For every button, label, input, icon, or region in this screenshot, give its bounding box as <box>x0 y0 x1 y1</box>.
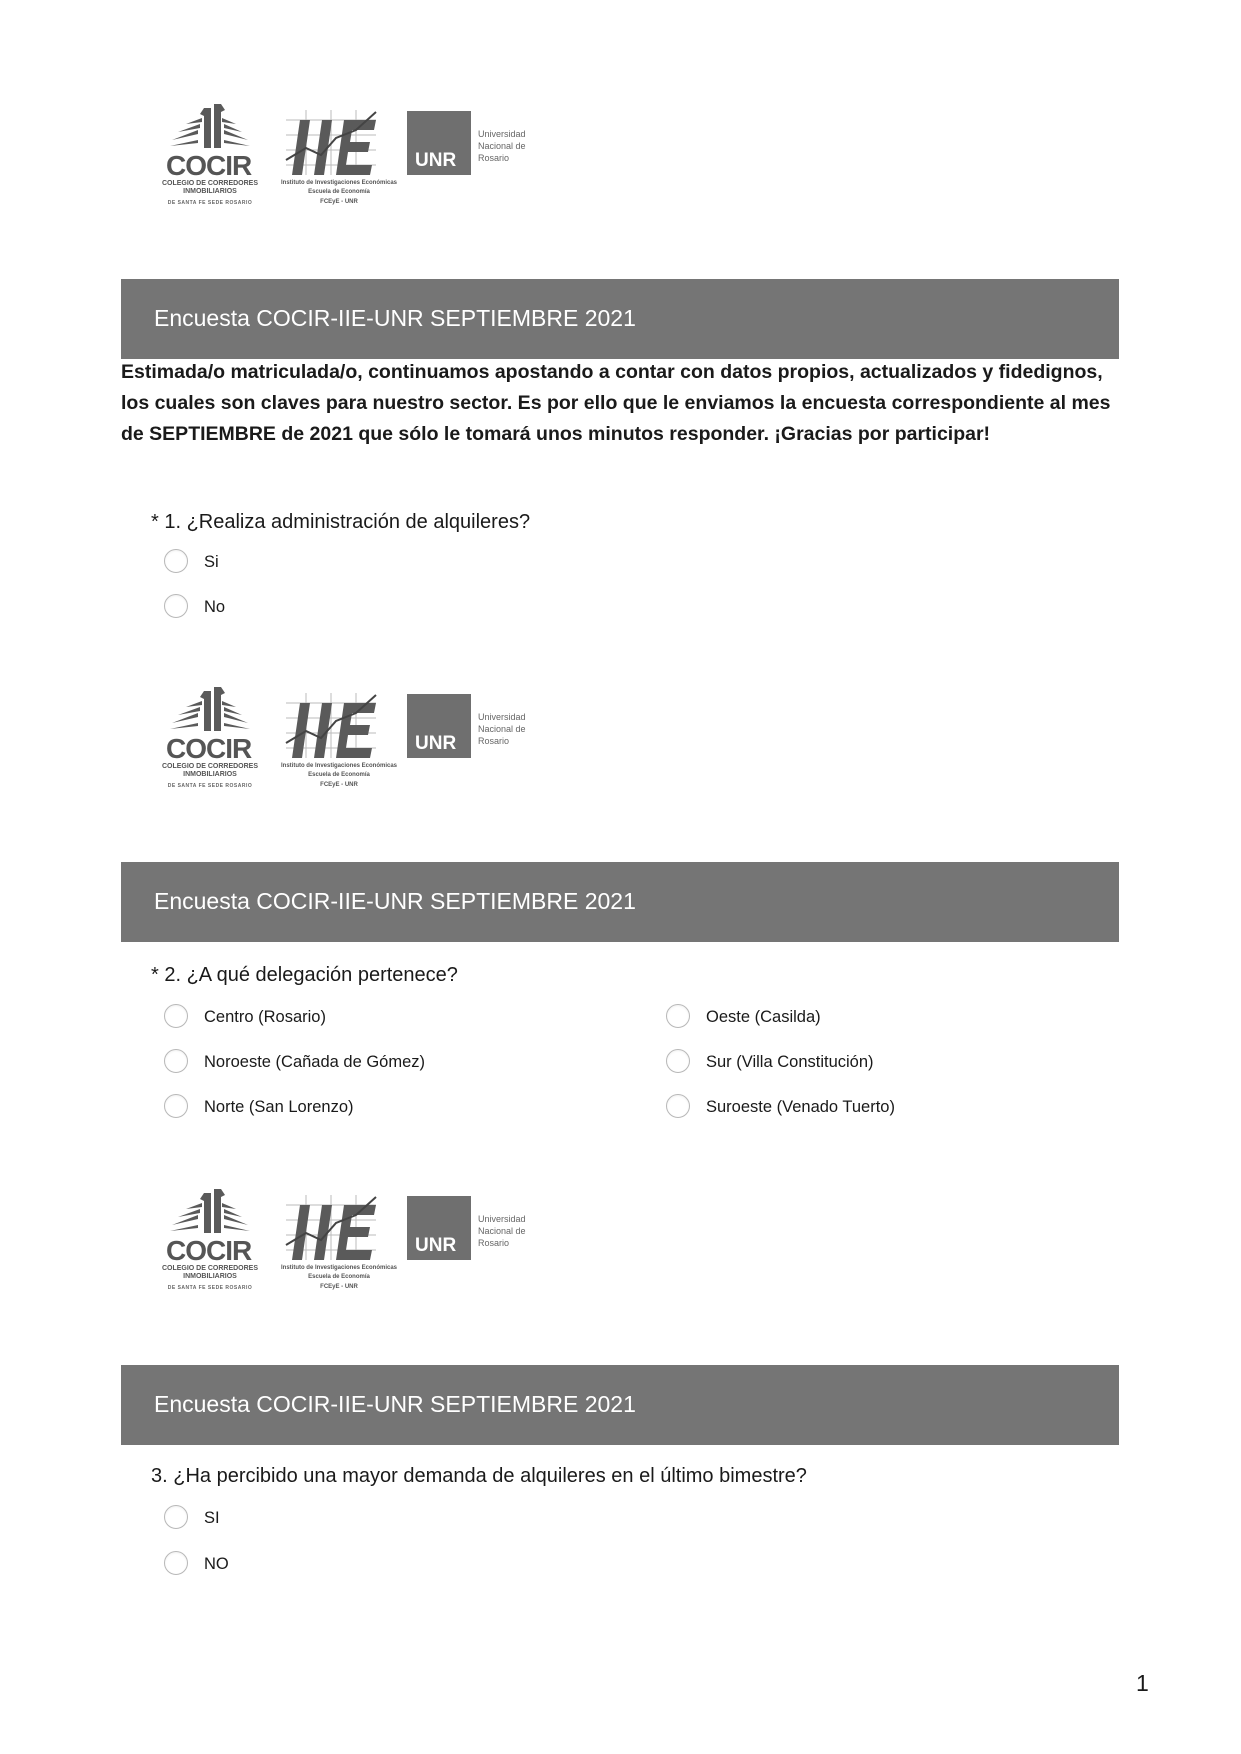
iie-line-2: Escuela de Economía <box>308 1274 370 1280</box>
radio-icon[interactable] <box>666 1049 690 1073</box>
option-label: Centro (Rosario) <box>204 1008 326 1026</box>
iie-line-3: FCEyE - UNR <box>320 782 358 788</box>
page-number: 1 <box>1136 1670 1149 1696</box>
option-label: SI <box>204 1509 220 1527</box>
iie-emblem-icon <box>276 1185 402 1265</box>
radio-icon[interactable] <box>164 549 188 573</box>
option-label: No <box>204 598 226 616</box>
cocir-emblem-icon <box>164 683 256 733</box>
option-label: Suroeste (Venado Tuerto) <box>706 1098 895 1116</box>
section-header-title: Encuesta COCIR-IIE-UNR SEPTIEMBRE 2021 <box>154 888 636 914</box>
iie-line-3: FCEyE - UNR <box>320 199 358 205</box>
cocir-subtitle-2: DE SANTA FE SEDE ROSARIO <box>167 1285 253 1291</box>
iie-emblem-icon <box>276 683 402 763</box>
iie-line-1: Instituto de Investigaciones Económicas <box>280 763 398 769</box>
unr-text: Universidad Nacional de Rosario <box>478 129 526 163</box>
radio-icon[interactable] <box>164 1094 188 1118</box>
radio-icon[interactable] <box>164 1049 188 1073</box>
unr-text: Universidad Nacional de Rosario <box>478 1214 526 1248</box>
cocir-subtitle-2: DE SANTA FE SEDE ROSARIO <box>167 783 253 789</box>
question-2: * 2. ¿A qué delegación pertenece? <box>151 964 458 986</box>
section-header-title: Encuesta COCIR-IIE-UNR SEPTIEMBRE 2021 <box>154 305 636 331</box>
option-label: Sur (Villa Constitución) <box>706 1053 874 1071</box>
iie-emblem-icon <box>276 100 402 180</box>
logos-header-3 <box>160 1185 540 1295</box>
cocir-subtitle: COLEGIO DE CORREDORES INMOBILIARIOS <box>161 763 259 778</box>
question-3: 3. ¿Ha percibido una mayor demanda de alquileres en el último bimestre? <box>151 1465 807 1487</box>
radio-icon[interactable] <box>666 1094 690 1118</box>
unr-logo <box>407 1196 471 1260</box>
unr-mark: UNR <box>415 1235 457 1256</box>
section-header-3 <box>121 1365 1119 1445</box>
unr-logo <box>407 694 471 758</box>
unr-mark: UNR <box>415 150 457 171</box>
iie-logo <box>276 683 402 793</box>
section-header-1 <box>121 279 1119 359</box>
radio-icon[interactable] <box>164 1004 188 1028</box>
unr-logo <box>407 111 471 175</box>
option-label: Si <box>204 553 219 571</box>
option-label: NO <box>204 1555 229 1573</box>
cocir-subtitle: COLEGIO DE CORREDORES INMOBILIARIOS <box>161 180 259 195</box>
iie-logo <box>276 1185 402 1295</box>
cocir-logo <box>160 683 260 793</box>
cocir-name: COCIR <box>166 150 252 181</box>
cocir-logo <box>160 100 260 210</box>
intro-text: Estimada/o matriculada/o, continuamos apostando a contar con datos propios, actualizados y fidedignos, los cuales son claves para nuestro sector. Es por ello que le enviamos la encuesta correspondiente al mes de SEPTIEMBRE de 2021 que sólo le tomará unos minutos responder. ¡Gracias por participar! <box>121 361 1111 445</box>
iie-line-2: Escuela de Economía <box>308 189 370 195</box>
cocir-emblem-icon <box>164 100 256 150</box>
iie-line-2: Escuela de Economía <box>308 772 370 778</box>
option-label: Oeste (Casilda) <box>706 1008 821 1026</box>
unr-mark: UNR <box>415 733 457 754</box>
cocir-emblem-icon <box>164 1185 256 1235</box>
section-header-title: Encuesta COCIR-IIE-UNR SEPTIEMBRE 2021 <box>154 1391 636 1417</box>
logos-header-1 <box>160 100 540 210</box>
option-label: Norte (San Lorenzo) <box>204 1098 354 1116</box>
iie-line-3: FCEyE - UNR <box>320 1284 358 1290</box>
iie-logo <box>276 100 402 210</box>
unr-text: Universidad Nacional de Rosario <box>478 712 526 746</box>
radio-icon[interactable] <box>164 1551 188 1575</box>
cocir-name: COCIR <box>166 733 252 764</box>
section-header-2 <box>121 862 1119 942</box>
cocir-subtitle: COLEGIO DE CORREDORES INMOBILIARIOS <box>161 1265 259 1280</box>
radio-icon[interactable] <box>164 594 188 618</box>
option-label: Noroeste (Cañada de Gómez) <box>204 1053 426 1071</box>
cocir-name: COCIR <box>166 1235 252 1266</box>
iie-line-1: Instituto de Investigaciones Económicas <box>280 180 398 186</box>
iie-line-1: Instituto de Investigaciones Económicas <box>280 1265 398 1271</box>
logos-header-2 <box>160 683 540 793</box>
cocir-logo <box>160 1185 260 1295</box>
question-1: * 1. ¿Realiza administración de alquileres? <box>151 511 531 533</box>
cocir-subtitle-2: DE SANTA FE SEDE ROSARIO <box>167 200 253 206</box>
radio-icon[interactable] <box>164 1505 188 1529</box>
radio-icon[interactable] <box>666 1004 690 1028</box>
